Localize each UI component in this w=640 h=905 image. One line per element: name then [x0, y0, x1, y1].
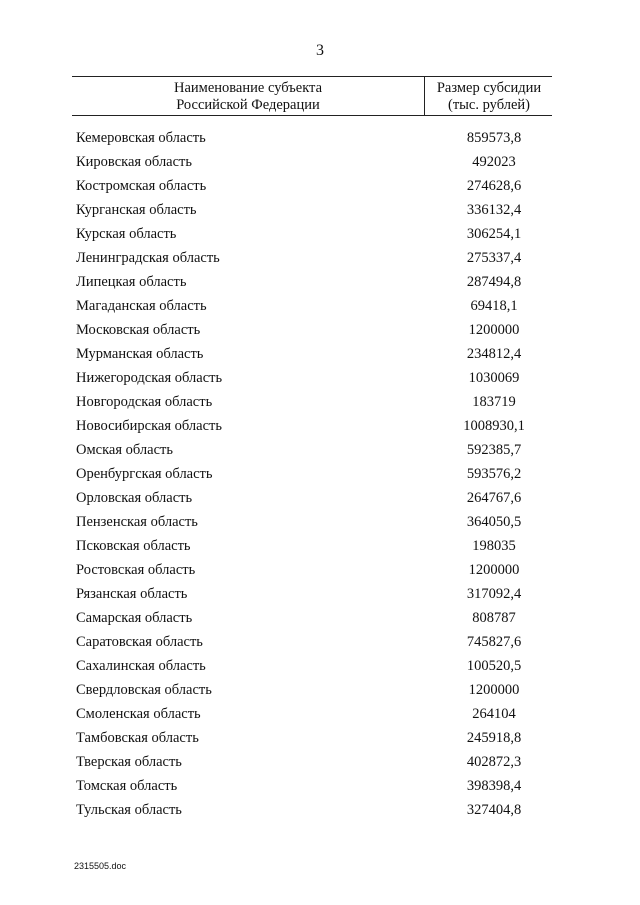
region-name: Кемеровская область [76, 130, 206, 146]
table-row [0, 678, 640, 702]
subsidy-value: 234812,4 [466, 346, 522, 362]
region-name: Курганская область [76, 202, 197, 218]
region-name: Ростовская область [76, 562, 196, 578]
subsidy-value: 183719 [472, 394, 516, 410]
subsidy-value: 402872,3 [466, 754, 522, 770]
table-header-rule [72, 115, 552, 116]
table-row [0, 414, 640, 438]
region-name: Липецкая область [76, 274, 187, 290]
subsidy-value: 1200000 [468, 682, 520, 698]
region-name: Сахалинская область [76, 658, 206, 674]
subsidy-value: 1030069 [468, 370, 520, 386]
subsidy-value: 287494,8 [466, 274, 522, 290]
subsidy-value: 317092,4 [466, 586, 522, 602]
table-row [0, 774, 640, 798]
page-number: 3 [316, 42, 324, 59]
subsidy-value: 1008930,1 [463, 418, 525, 434]
table-row [0, 606, 640, 630]
region-name: Нижегородская область [76, 370, 223, 386]
region-name: Новгородская область [76, 394, 213, 410]
subsidy-value: 593576,2 [466, 466, 522, 482]
subsidy-value: 327404,8 [466, 802, 522, 818]
header-region-name-line2: Российской Федерации [176, 97, 320, 113]
table-row [0, 534, 640, 558]
subsidy-value: 275337,4 [466, 250, 522, 266]
region-name: Томская область [76, 778, 178, 794]
subsidy-value: 69418,1 [470, 298, 518, 314]
header-subsidy-amount-line2: (тыс. рублей) [448, 97, 530, 113]
table-row [0, 582, 640, 606]
header-region-name [72, 80, 424, 114]
subsidy-value: 336132,4 [466, 202, 522, 218]
subsidy-value: 306254,1 [466, 226, 522, 242]
region-name: Тамбовская область [76, 730, 199, 746]
table-row [0, 150, 640, 174]
region-name: Мурманская область [76, 346, 204, 362]
table-row [0, 726, 640, 750]
table-row [0, 438, 640, 462]
table-row [0, 750, 640, 774]
table-row [0, 630, 640, 654]
subsidy-value: 245918,8 [466, 730, 522, 746]
region-name: Курская область [76, 226, 177, 242]
table-row [0, 126, 640, 150]
subsidy-value: 1200000 [468, 322, 520, 338]
table-row [0, 798, 640, 822]
subsidy-value: 398398,4 [466, 778, 522, 794]
header-subsidy-amount [426, 80, 552, 114]
table-row [0, 270, 640, 294]
region-name: Орловская область [76, 490, 193, 506]
subsidy-value: 1200000 [468, 562, 520, 578]
table-row [0, 702, 640, 726]
table-row [0, 318, 640, 342]
table-row [0, 366, 640, 390]
table-row [0, 390, 640, 414]
subsidy-value: 364050,5 [466, 514, 522, 530]
region-name: Тульская область [76, 802, 182, 818]
file-name-footer: 2315505.doc [74, 861, 127, 871]
region-name: Кировская область [76, 154, 193, 170]
table-row [0, 294, 640, 318]
region-name: Самарская область [76, 610, 193, 626]
region-name: Магаданская область [76, 298, 207, 314]
table-row [0, 246, 640, 270]
table-top-rule [72, 76, 552, 77]
region-name: Оренбургская область [76, 466, 213, 482]
subsidy-value: 100520,5 [466, 658, 522, 674]
table-row [0, 198, 640, 222]
table-row [0, 486, 640, 510]
subsidy-value: 264767,6 [466, 490, 522, 506]
subsidy-value: 264104 [472, 706, 516, 722]
table-row [0, 654, 640, 678]
region-name: Тверская область [76, 754, 182, 770]
table-row [0, 558, 640, 582]
subsidy-value: 492023 [472, 154, 516, 170]
region-name: Ленинградская область [76, 250, 220, 266]
subsidy-value: 808787 [472, 610, 516, 626]
subsidy-value: 745827,6 [466, 634, 522, 650]
region-name: Новосибирская область [76, 418, 222, 434]
table-row [0, 462, 640, 486]
header-column-separator [424, 76, 425, 115]
region-name: Пензенская область [76, 514, 198, 530]
table-row [0, 222, 640, 246]
region-name: Омская область [76, 442, 173, 458]
table-row [0, 174, 640, 198]
subsidy-table-body [0, 126, 640, 822]
region-name: Смоленская область [76, 706, 201, 722]
region-name: Рязанская область [76, 586, 188, 602]
subsidy-value: 274628,6 [466, 178, 522, 194]
table-row [0, 342, 640, 366]
region-name: Свердловская область [76, 682, 212, 698]
header-subsidy-amount-line1: Размер субсидии [436, 80, 542, 96]
subsidy-value: 198035 [472, 538, 516, 554]
region-name: Костромская область [76, 178, 207, 194]
subsidy-value: 859573,8 [466, 130, 522, 146]
table-row [0, 510, 640, 534]
region-name: Псковская область [76, 538, 191, 554]
subsidy-value: 592385,7 [466, 442, 522, 458]
region-name: Московская область [76, 322, 201, 338]
region-name: Саратовская область [76, 634, 203, 650]
header-region-name-line1: Наименование субъекта [173, 80, 323, 96]
